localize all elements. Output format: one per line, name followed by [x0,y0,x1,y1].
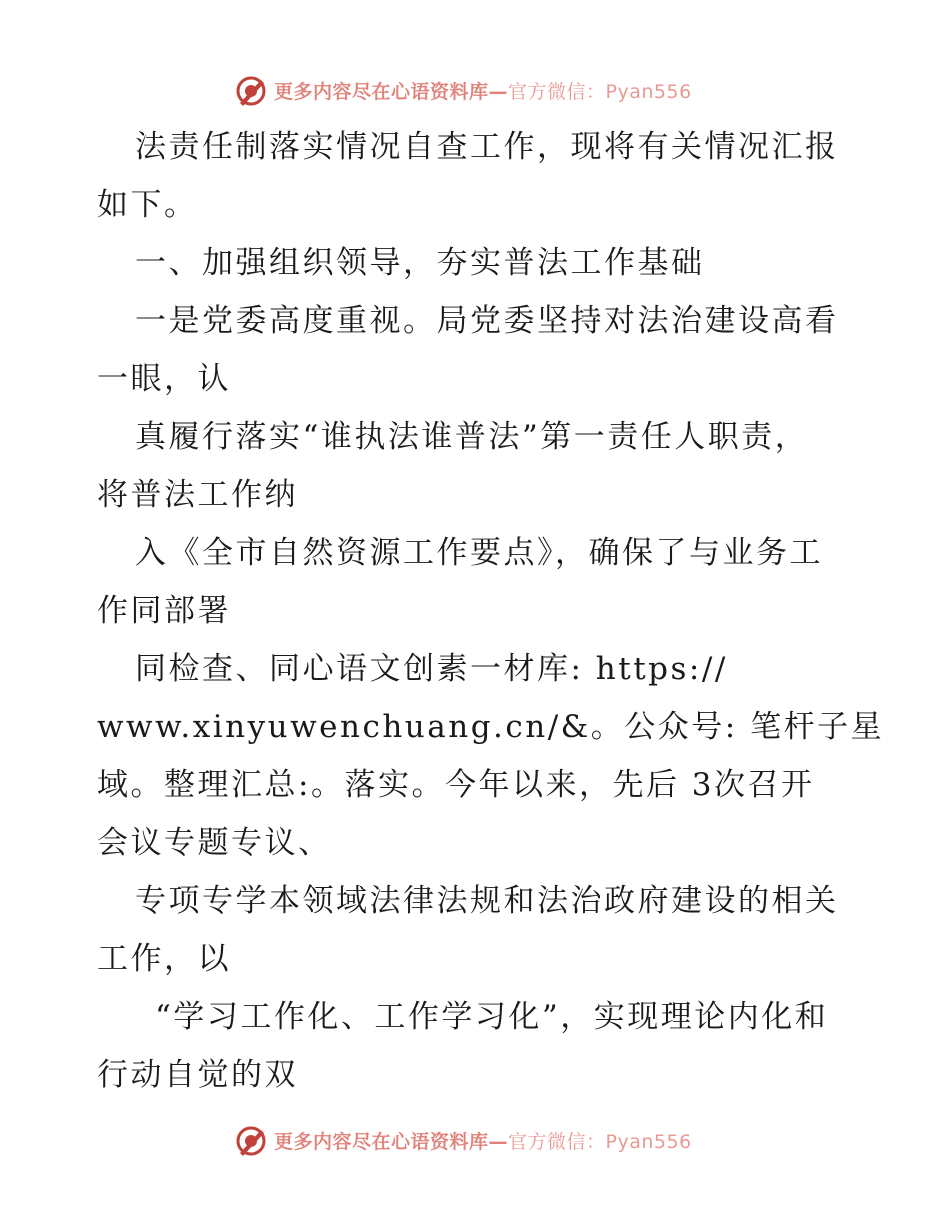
body-line: 如下。 [97,187,198,223]
body-line: 域。整理汇总:。落实。今年以来，先后 3次召开 [97,767,815,803]
body-line: 将普法工作纳 [97,477,298,513]
body-line: 一眼，认 [97,361,231,397]
body-line: 同检查、同心语文创素一材库: https:// [135,651,728,687]
pen-logo-icon [234,1123,268,1157]
body-line: 作同部署 [97,593,231,629]
body-line: 工作，以 [97,941,231,977]
body-line: 一是党委高度重视。局党委坚持对法治建设高看 [135,303,839,339]
body-line: 专项专学本领域法律法规和法治政府建设的相关 [135,883,839,919]
header-banner [234,72,692,108]
body-line: “学习工作化、工作学习化”，实现理论内化和 [155,999,829,1035]
body-line: 会议专题专议、 [97,825,332,861]
section-heading: 一、加强组织领导，夯实普法工作基础 [135,245,705,281]
document-body [97,118,885,1104]
banner-text: 更多内容尽在心语资料库—官方微信：Pyan556 [274,80,692,103]
pen-logo-icon [234,73,268,107]
body-line: 入《全市自然资源工作要点》，确保了与业务工 [135,535,823,571]
body-line: 真履行落实“谁执法谁普法”第一责任人职责， [135,419,809,455]
body-line: 法责任制落实情况自查工作，现将有关情况汇报 [135,129,839,165]
banner-text: 更多内容尽在心语资料库—官方微信：Pyan556 [274,1130,692,1153]
footer-banner [234,1122,692,1158]
body-line: www.xinyuwenchuang.cn/&。公众号: 笔杆子星 [97,709,885,745]
body-line: 行动自觉的双 [97,1057,298,1093]
